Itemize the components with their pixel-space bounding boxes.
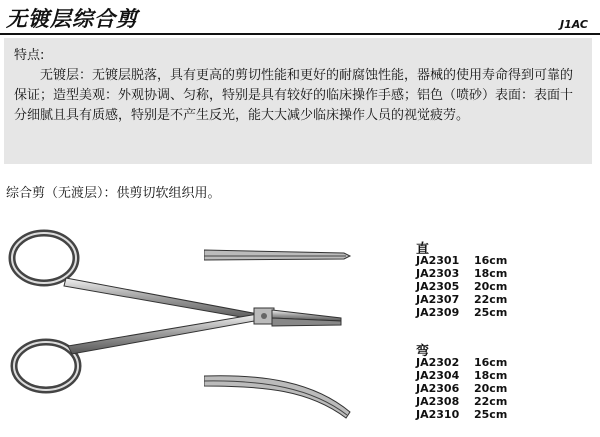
catalog-code: J1AC	[560, 18, 588, 31]
spec-row	[416, 280, 507, 293]
straight-tip-image	[204, 246, 352, 266]
features-panel	[4, 38, 592, 164]
spec-size: 25cm	[474, 408, 508, 421]
spec-code: JA2310	[416, 408, 460, 421]
spec-size: 20cm	[474, 382, 508, 395]
page-title: 无镀层综合剪	[6, 7, 138, 31]
spec-curved	[416, 340, 507, 421]
page-header	[0, 0, 600, 36]
spec-title: 直	[416, 242, 430, 257]
spec-code: JA2305	[416, 280, 460, 293]
spec-row	[416, 382, 507, 395]
spec-code: JA2303	[416, 267, 460, 280]
curved-tip-image	[204, 366, 354, 426]
spec-code: JA2301	[416, 254, 460, 267]
spec-size: 16cm	[474, 356, 508, 369]
spec-straight	[416, 238, 507, 319]
spec-size: 16cm	[474, 254, 508, 267]
spec-row	[416, 306, 507, 319]
spec-size: 18cm	[474, 267, 508, 280]
spec-row	[416, 369, 507, 382]
spec-code: JA2308	[416, 395, 460, 408]
features-text: 无镀层：无镀层脱落，具有更高的剪切性能和更好的耐腐蚀性能，器械的使用寿命得到可靠的保证；造型美观：外观协调、匀称，特别是具有较好的临床操作手感；铝色（喷砂）表面：表面十分细腻且具有质感，特别是不产生反光，能大大减少临床操作人员的视觉疲劳。	[14, 68, 574, 123]
spec-row	[416, 254, 507, 267]
features-heading: 特点:	[14, 48, 45, 63]
spec-row	[416, 267, 507, 280]
spec-size: 22cm	[474, 293, 508, 306]
spec-code: JA2302	[416, 356, 460, 369]
spec-size: 18cm	[474, 369, 508, 382]
spec-row	[416, 293, 507, 306]
spec-size: 25cm	[474, 306, 508, 319]
spec-size: 20cm	[474, 280, 508, 293]
spec-code: JA2309	[416, 306, 460, 319]
header-rule	[0, 33, 600, 35]
spec-title: 弯	[416, 344, 430, 359]
product-description: 综合剪（无渡层）：供剪切软组织用。	[6, 186, 221, 201]
spec-code: JA2306	[416, 382, 460, 395]
spec-code: JA2304	[416, 369, 460, 382]
spec-code: JA2307	[416, 293, 460, 306]
spec-size: 22cm	[474, 395, 508, 408]
spec-row	[416, 395, 507, 408]
spec-row	[416, 408, 507, 421]
spec-row	[416, 356, 507, 369]
